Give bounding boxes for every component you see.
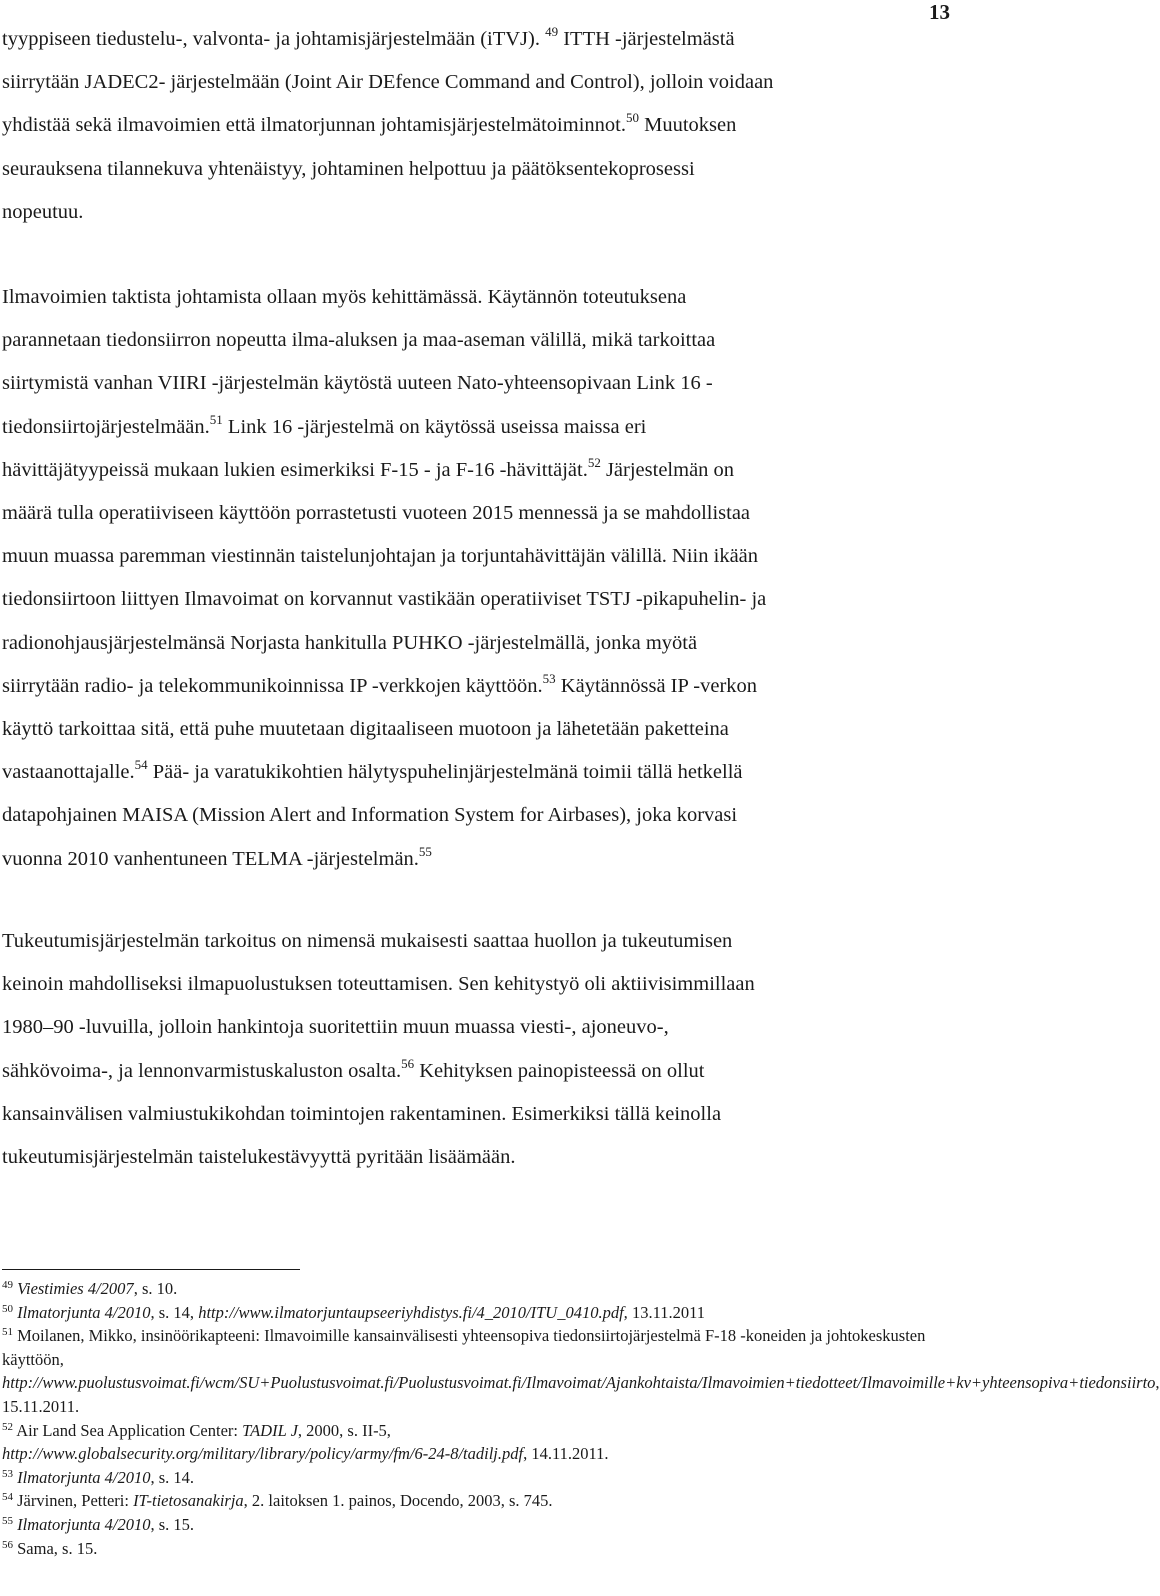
footnote-source: http://www.ilmatorjuntaupseeriyhdistys.fi/4_2010/ITU_0410.pdf,: [198, 1302, 628, 1322]
footnote-number: 49: [2, 1279, 13, 1291]
footnote-number: 55: [2, 1514, 13, 1527]
paragraph-text: Pää- ja varatukikohtien hälytyspuhelinjärjestelmänä toimii tällä hetkellä datapohjainen MAISA (Mission Alert and Information System for Airbases), joka korvasi vuonna 2010 vanhentuneen TELMA -järjestelmän.: [2, 761, 743, 870]
footnote: [2, 1513, 952, 1537]
footnote-separator: [2, 1269, 300, 1270]
footnote: [2, 1489, 952, 1513]
footnote-text: Järvinen, Petteri:: [17, 1491, 134, 1511]
footnote-text: , 14.11.2011.: [523, 1444, 609, 1464]
footnote-text: Moilanen, Mikko, insinöörikapteeni: Ilmavoimille kansainvälisesti yhteensopiva tiedonsiirtojärjestelmä F-18 -koneiden ja johtokeskusten käyttöön,: [2, 1326, 926, 1369]
paragraph-text: Ilmavoimien taktista johtamista ollaan myös kehittämässä. Käytännön toteutuksena parannetaan tiedonsiirron nopeutta ilma-aluksen ja maa-aseman välillä, mikä tarkoittaa siirtymistä vanhan VIIRI -järjestelmän käytöstä uuteen Nato-yhteensopivaan Link 16 - tiedonsiirtojärjestelmään.: [2, 286, 716, 438]
body-paragraph: [2, 276, 952, 881]
paragraph-text: Muutoksen seurauksena tilannekuva yhtenäistyy, johtaminen helpottuu ja päätöksentekoprosessi nopeutuu.: [2, 114, 737, 223]
footnote-reference: 54: [134, 757, 148, 773]
footnote-number: 51: [2, 1326, 13, 1339]
paragraph-text: Järjestelmän on määrä tulla operatiiviseen käyttöön porrastetusti vuoteen 2015 mennessä ja se mahdollistaa muun muassa paremman viestinnän taistelunjohtajan ja torjuntahävittäjän välillä. Niin ikään tiedonsiirtoon liittyen Ilmavoimat on korvannut vastikään operatiiviset TSTJ -pikapuhelin- ja radionohjausjärjestelmänsä Norjasta hankitulla PUHKO -järjestelmällä, jonka myötä siirrytään radio- ja telekommunikoinnissa IP -verkkojen käyttöön.: [2, 458, 767, 697]
footnote-text: 13.11.2011: [627, 1302, 705, 1322]
footnote-source: http://www.puolustusvoimat.fi/wcm/SU+Puolustusvoimat.fi/Puolustusvoimat.fi/Ilmavoimat/Ajankohtaista/Ilmavoimien+tiedotteet/Ilmavoimille+kv+yhteensopiva+tiedonsiirto: [2, 1373, 1156, 1393]
footnote-text: , s. 14.: [150, 1467, 195, 1487]
body-paragraph: [2, 18, 952, 234]
footnote-text: Air Land Sea Application Center:: [16, 1420, 243, 1440]
footnote-source: TADIL J: [242, 1420, 298, 1440]
paragraph-text: Käytännössä IP -verkon käyttö tarkoittaa sitä, että puhe muutetaan digitaaliseen muotoon ja lähetetään paketteina vastaanottajalle.: [2, 674, 758, 784]
paragraph-text: Link 16 -järjestelmä on käytössä useissa maissa eri hävittäjätyypeissä mukaan lukien esimerkiksi F-15 - ja F-16 -hävittäjät.: [2, 415, 647, 481]
footnote-reference: 53: [542, 670, 556, 686]
footnote-reference: 51: [209, 411, 223, 427]
footnote-source: http://www.globalsecurity.org/military/library/policy/army/fm/6-24-8/tadilj.pdf: [2, 1444, 524, 1464]
footnote-text: , s. 10.: [133, 1279, 178, 1298]
footnote: [2, 1537, 952, 1561]
footnote-text: , 2. laitoksen 1. painos, Docendo, 2003, s. 745.: [243, 1491, 553, 1511]
footnote-text: , 2000, s. II-5,: [297, 1420, 391, 1440]
footnote-number: 52: [2, 1420, 13, 1433]
footnote-text: Sama, s. 15.: [17, 1538, 98, 1558]
footnote-number: 54: [2, 1491, 13, 1504]
footnotes: [2, 1277, 1160, 1560]
footnote-text: , 15.11.2011.: [2, 1373, 1160, 1416]
footnote-reference: 56: [401, 1055, 415, 1071]
footnote-reference: 50: [625, 110, 639, 126]
body-paragraph: [2, 920, 952, 1179]
footnote-number: 50: [2, 1302, 13, 1315]
footnote-text: , s. 15.: [150, 1514, 195, 1534]
footnote-source: Ilmatorjunta 4/2010: [17, 1514, 151, 1534]
paragraph-text: tyyppiseen tiedustelu-, valvonta- ja johtamisjärjestelmään (iTVJ).: [2, 28, 546, 50]
footnote-text: , s. 14,: [150, 1302, 199, 1322]
footnote-source: Ilmatorjunta 4/2010: [17, 1302, 151, 1322]
footnote: [2, 1277, 952, 1301]
footnote-reference: 55: [418, 843, 432, 859]
paragraph-text: Tukeutumisjärjestelmän tarkoitus on nimensä mukaisesti saattaa huollon ja tukeutumisen keinoin mahdolliseksi ilmapuolustuksen toteuttamisen. Sen kehitystyö oli aktiivisimmillaan 1980–90 -luvuilla, jolloin hankintoja suoritettiin muun muassa viesti-, ajoneuvo-, sähkövoima-, ja lennonvarmistuskaluston osalta.: [2, 930, 755, 1082]
footnote-source: Viestimies 4/2007: [17, 1279, 134, 1298]
footnote-reference: 49: [545, 24, 559, 39]
footnote: [2, 1301, 952, 1325]
paragraph-text: ITTH -järjestelmästä siirrytään JADEC2- järjestelmään (Joint Air DEfence Command and Control), jolloin voidaan yhdistää sekä ilmavoimien että ilmatorjunnan johtamisjärjestelmätoiminnot.: [2, 28, 774, 137]
footnote: [2, 1324, 1160, 1418]
paragraph-text: Kehityksen painopisteessä on ollut kansainvälisen valmiustukikohdan toimintojen rakentaminen. Esimerkiksi tällä keinolla tukeutumisjärjestelmän taistelukestävyyttä pyritään lisäämään.: [2, 1059, 722, 1169]
footnote-number: 56: [2, 1538, 13, 1551]
footnote-number: 53: [2, 1467, 13, 1480]
footnote-source: IT-tietosanakirja: [133, 1491, 244, 1511]
footnote-reference: 52: [587, 454, 601, 470]
footnote-source: Ilmatorjunta 4/2010: [17, 1467, 151, 1487]
page-number: 13: [929, 0, 950, 24]
footnote: [2, 1466, 952, 1490]
footnote: [2, 1419, 952, 1466]
